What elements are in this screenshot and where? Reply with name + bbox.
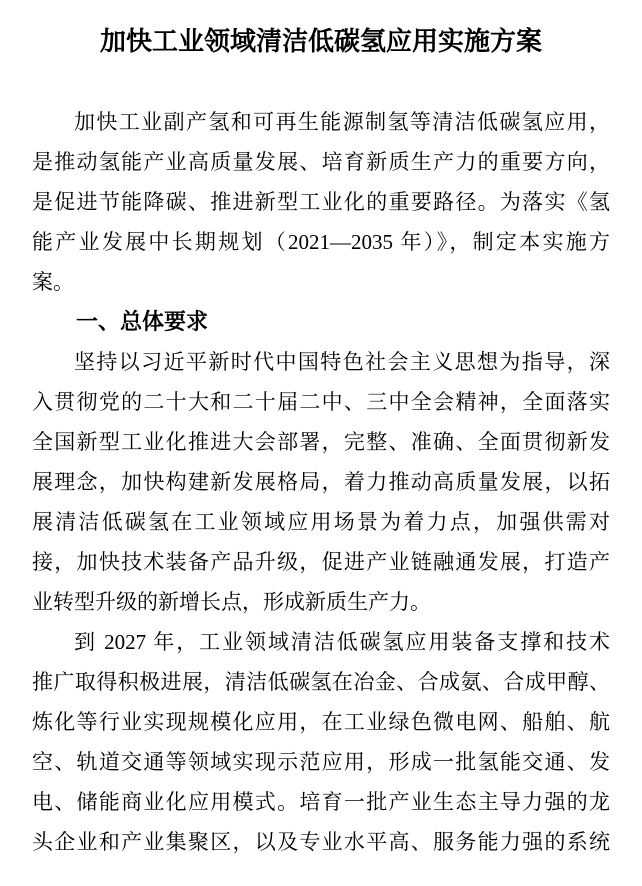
body-line: 入贯彻党的二十大和二十届二中、三中全会精神，全面落实 <box>32 390 610 414</box>
body-line: 是推动氢能产业高质量发展、培育新质生产力的重要方向， <box>32 150 610 174</box>
body-line: 是促进节能降碳、推进新型工业化的重要路径。为落实《氢 <box>32 190 610 214</box>
section-heading: 一、总体要求 <box>76 309 209 334</box>
body-line: 加快工业副产氢和可再生能源制氢等清洁低碳氢应用， <box>74 110 610 134</box>
body-line: 头企业和产业集聚区，以及专业水平高、服务能力强的系统 <box>32 830 610 854</box>
body-line: 能产业发展中长期规划（2021—2035 年）》，制定本实施方 <box>32 230 610 254</box>
body-line: 电、储能商业化应用模式。培育一批产业生态主导力强的龙 <box>32 790 610 814</box>
body-line: 业转型升级的新增长点，形成新质生产力。 <box>32 590 431 614</box>
body-line: 坚持以习近平新时代中国特色社会主义思想为指导，深 <box>74 350 610 374</box>
body-line: 全国新型工业化推进大会部署，完整、准确、全面贯彻新发 <box>32 430 610 454</box>
body-line: 空、轨道交通等领域实现示范应用，形成一批氢能交通、发 <box>32 750 610 774</box>
document-body <box>32 102 610 862</box>
body-line: 推广取得积极进展，清洁低碳氢在冶金、合成氨、合成甲醇、 <box>32 670 610 694</box>
body-line: 炼化等行业实现规模化应用，在工业绿色微电网、船舶、航 <box>32 710 610 734</box>
body-line: 案。 <box>32 270 74 294</box>
body-line: 展理念，加快构建新发展格局，着力推动高质量发展，以拓 <box>32 470 610 494</box>
document-title: 加快工业领域清洁低碳氢应用实施方案 <box>99 27 542 56</box>
body-line: 接，加快技术装备产品升级，促进产业链融通发展，打造产 <box>32 550 610 574</box>
body-line: 展清洁低碳氢在工业领域应用场景为着力点，加强供需对 <box>32 510 610 534</box>
body-line: 到 2027 年，工业领域清洁低碳氢应用装备支撑和技术 <box>74 630 610 654</box>
